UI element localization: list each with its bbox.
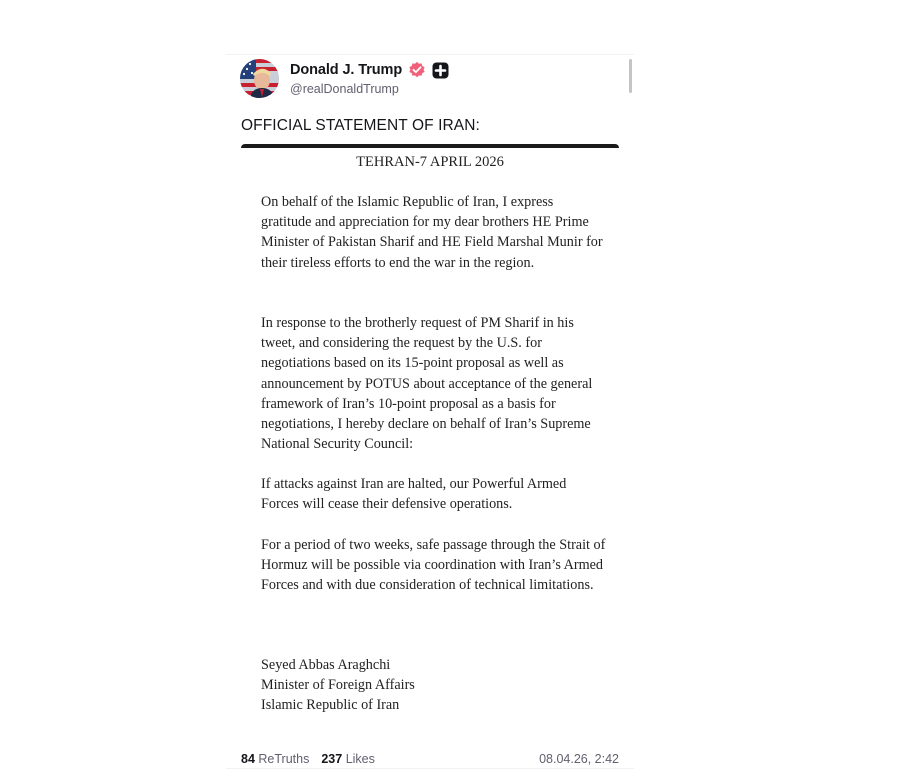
retruths-stat[interactable] [241,752,309,766]
display-name[interactable]: Donald J. Trump [290,62,403,78]
post-text: OFFICIAL STATEMENT OF IRAN: [241,117,480,134]
name-row [290,61,449,79]
post-card [226,54,634,769]
likes-stat[interactable] [321,752,375,766]
avatar-image [240,59,279,98]
likes-label: Likes [345,752,375,766]
post-footer [241,752,619,766]
avatar[interactable] [240,59,279,98]
signature-title: Minister of Foreign Affairs [261,677,415,694]
post-timestamp[interactable]: 08.04.26, 2:42 [539,752,619,766]
statement-image[interactable] [241,144,619,750]
scrollbar[interactable] [629,59,632,93]
document-paragraph: For a period of two weeks, safe passage through the Strait of Hormuz will be possible via coordination with Iran’s Armed Forces and with due consideration of technical limitations. [261,537,606,594]
plus-badge-icon [432,62,449,79]
retruths-count: 84 [241,752,255,766]
user-handle[interactable]: @realDonaldTrump [290,82,399,96]
likes-count: 237 [321,752,343,766]
verified-badge-icon [408,61,426,79]
signature-name: Seyed Abbas Araghchi [261,657,391,673]
document-paragraph: In response to the brotherly request of PM Sharif in his tweet, and considering the request by the U.S. for negotiations based on its 15-point proposal as well as announcement by POTUS about acceptance of the general framework of Iran’s 10-point proposal as a basis for negotiations, I hereby declare on behalf of Iran’s Supreme National Security Council: [261,315,593,453]
document-paragraph: If attacks against Iran are halted, our Powerful Armed Forces will cease their defensive operations. [261,476,567,513]
retruths-label: ReTruths [258,752,310,766]
document-date: TEHRAN-7 APRIL 2026 [356,154,504,170]
document-signature [261,655,606,716]
signature-org: Islamic Republic of Iran [261,697,400,714]
image-top-edge [241,144,619,148]
document-paragraph: On behalf of the Islamic Republic of Iran, I express gratitude and appreciation for my dear brothers HE Prime Minister of Pakistan Sharif and HE Field Marshal Munir for their tireless efforts to end the war in the region. [261,194,603,271]
